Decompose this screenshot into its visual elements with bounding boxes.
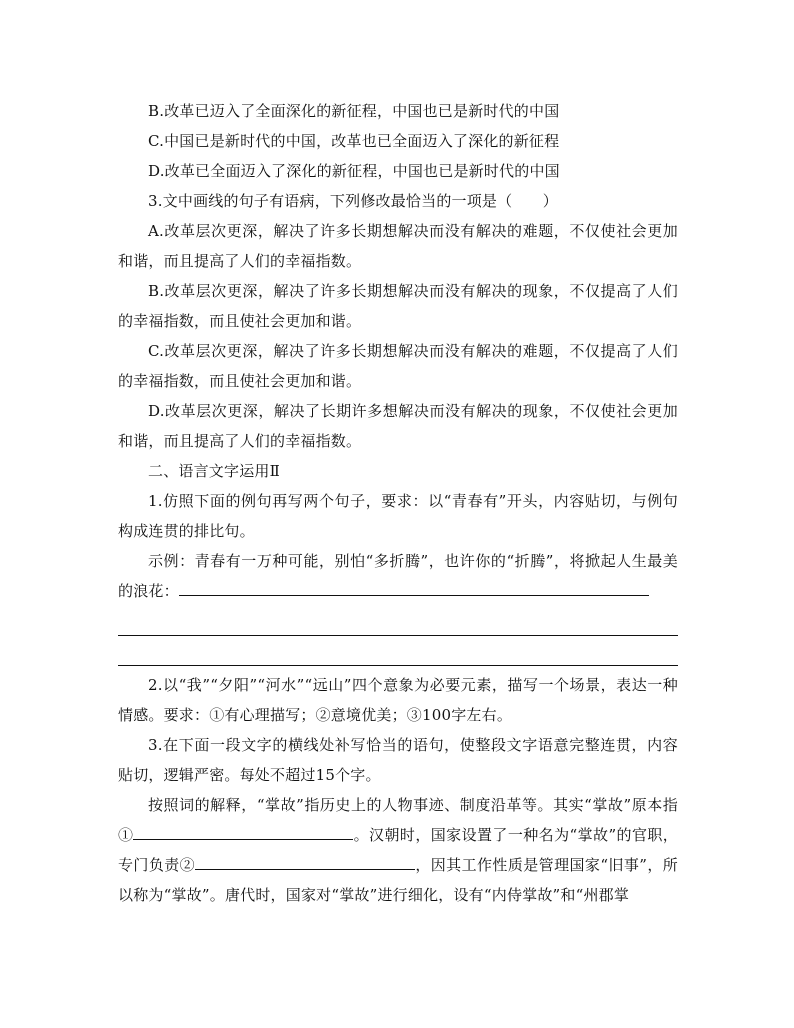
- passage: [118, 790, 678, 910]
- q1-example-text: 示例：青春有一万种可能，别怕“多折腾”，也许你的“折腾”，将掀起人生最美的浪花：: [118, 552, 678, 600]
- q3-option-d: D.改革层次更深，解决了长期许多想解决而没有解决的现象，不仅使社会更加和谐，而且提高了人们的幸福指数。: [118, 402, 678, 450]
- q2-option-c: C.中国已是新时代的中国，改革也已全面迈入了深化的新征程: [148, 132, 560, 150]
- answer-line[interactable]: [118, 606, 678, 636]
- q3-option-c: C.改革层次更深，解决了许多长期想解决而没有解决的难题，不仅提高了人们的幸福指数，而且使社会更加和谐。: [118, 342, 678, 390]
- answer-line[interactable]: [118, 636, 678, 666]
- passage-part-1: 按照词的解释，“掌故”指历史上的人物事迹、制度沿革等。其实“掌故”原本指①: [118, 796, 678, 844]
- document-body: [118, 96, 678, 910]
- q2-option-d: D.改革已全面迈入了深化的新征程，中国也已是新时代的中国: [148, 162, 560, 180]
- blank-1[interactable]: [133, 821, 353, 840]
- q3-fill-stem: 3.在下面一段文字的横线处补写恰当的语句，使整段文字语意完整连贯，内容贴切，逻辑严密。每处不超过15个字。: [118, 736, 678, 784]
- answer-blank[interactable]: [179, 577, 649, 596]
- q3-option-a: A.改革层次更深，解决了许多长期想解决而没有解决的难题，不仅使社会更加和谐，而且提高了人们的幸福指数。: [118, 222, 678, 270]
- passage-part-2: 。汉朝时，国家设置了一种名为“掌故”的官职，专门负责②: [118, 826, 678, 874]
- q1-example: [118, 546, 678, 606]
- q3-option-b: B.改革层次更深，解决了许多长期想解决而没有解决的现象，不仅提高了人们的幸福指数，而且使社会更加和谐。: [118, 282, 678, 330]
- passage-part-3: ，因其工作性质是管理国家“旧事”，所以称为“掌故”。唐代时，国家对“掌故”进行细化，设有“内侍掌故”和“州郡掌: [118, 856, 678, 904]
- q2-option-b: B.改革已迈入了全面深化的新征程，中国也已是新时代的中国: [148, 102, 560, 120]
- q3-stem: 3.文中画线的句子有语病，下列修改最恰当的一项是（ ）: [148, 192, 558, 210]
- q2-stem: 2.以“我”“夕阳”“河水”“远山”四个意象为必要元素，描写一个场景，表达一种情感。要求：①有心理描写；②意境优美；③100字左右。: [118, 676, 678, 724]
- blank-2[interactable]: [195, 851, 415, 870]
- q1-stem: 1.仿照下面的例句再写两个句子，要求：以“青春有”开头，内容贴切，与例句构成连贯的排比句。: [118, 492, 678, 540]
- section-heading: 二、语言文字运用Ⅱ: [148, 462, 280, 480]
